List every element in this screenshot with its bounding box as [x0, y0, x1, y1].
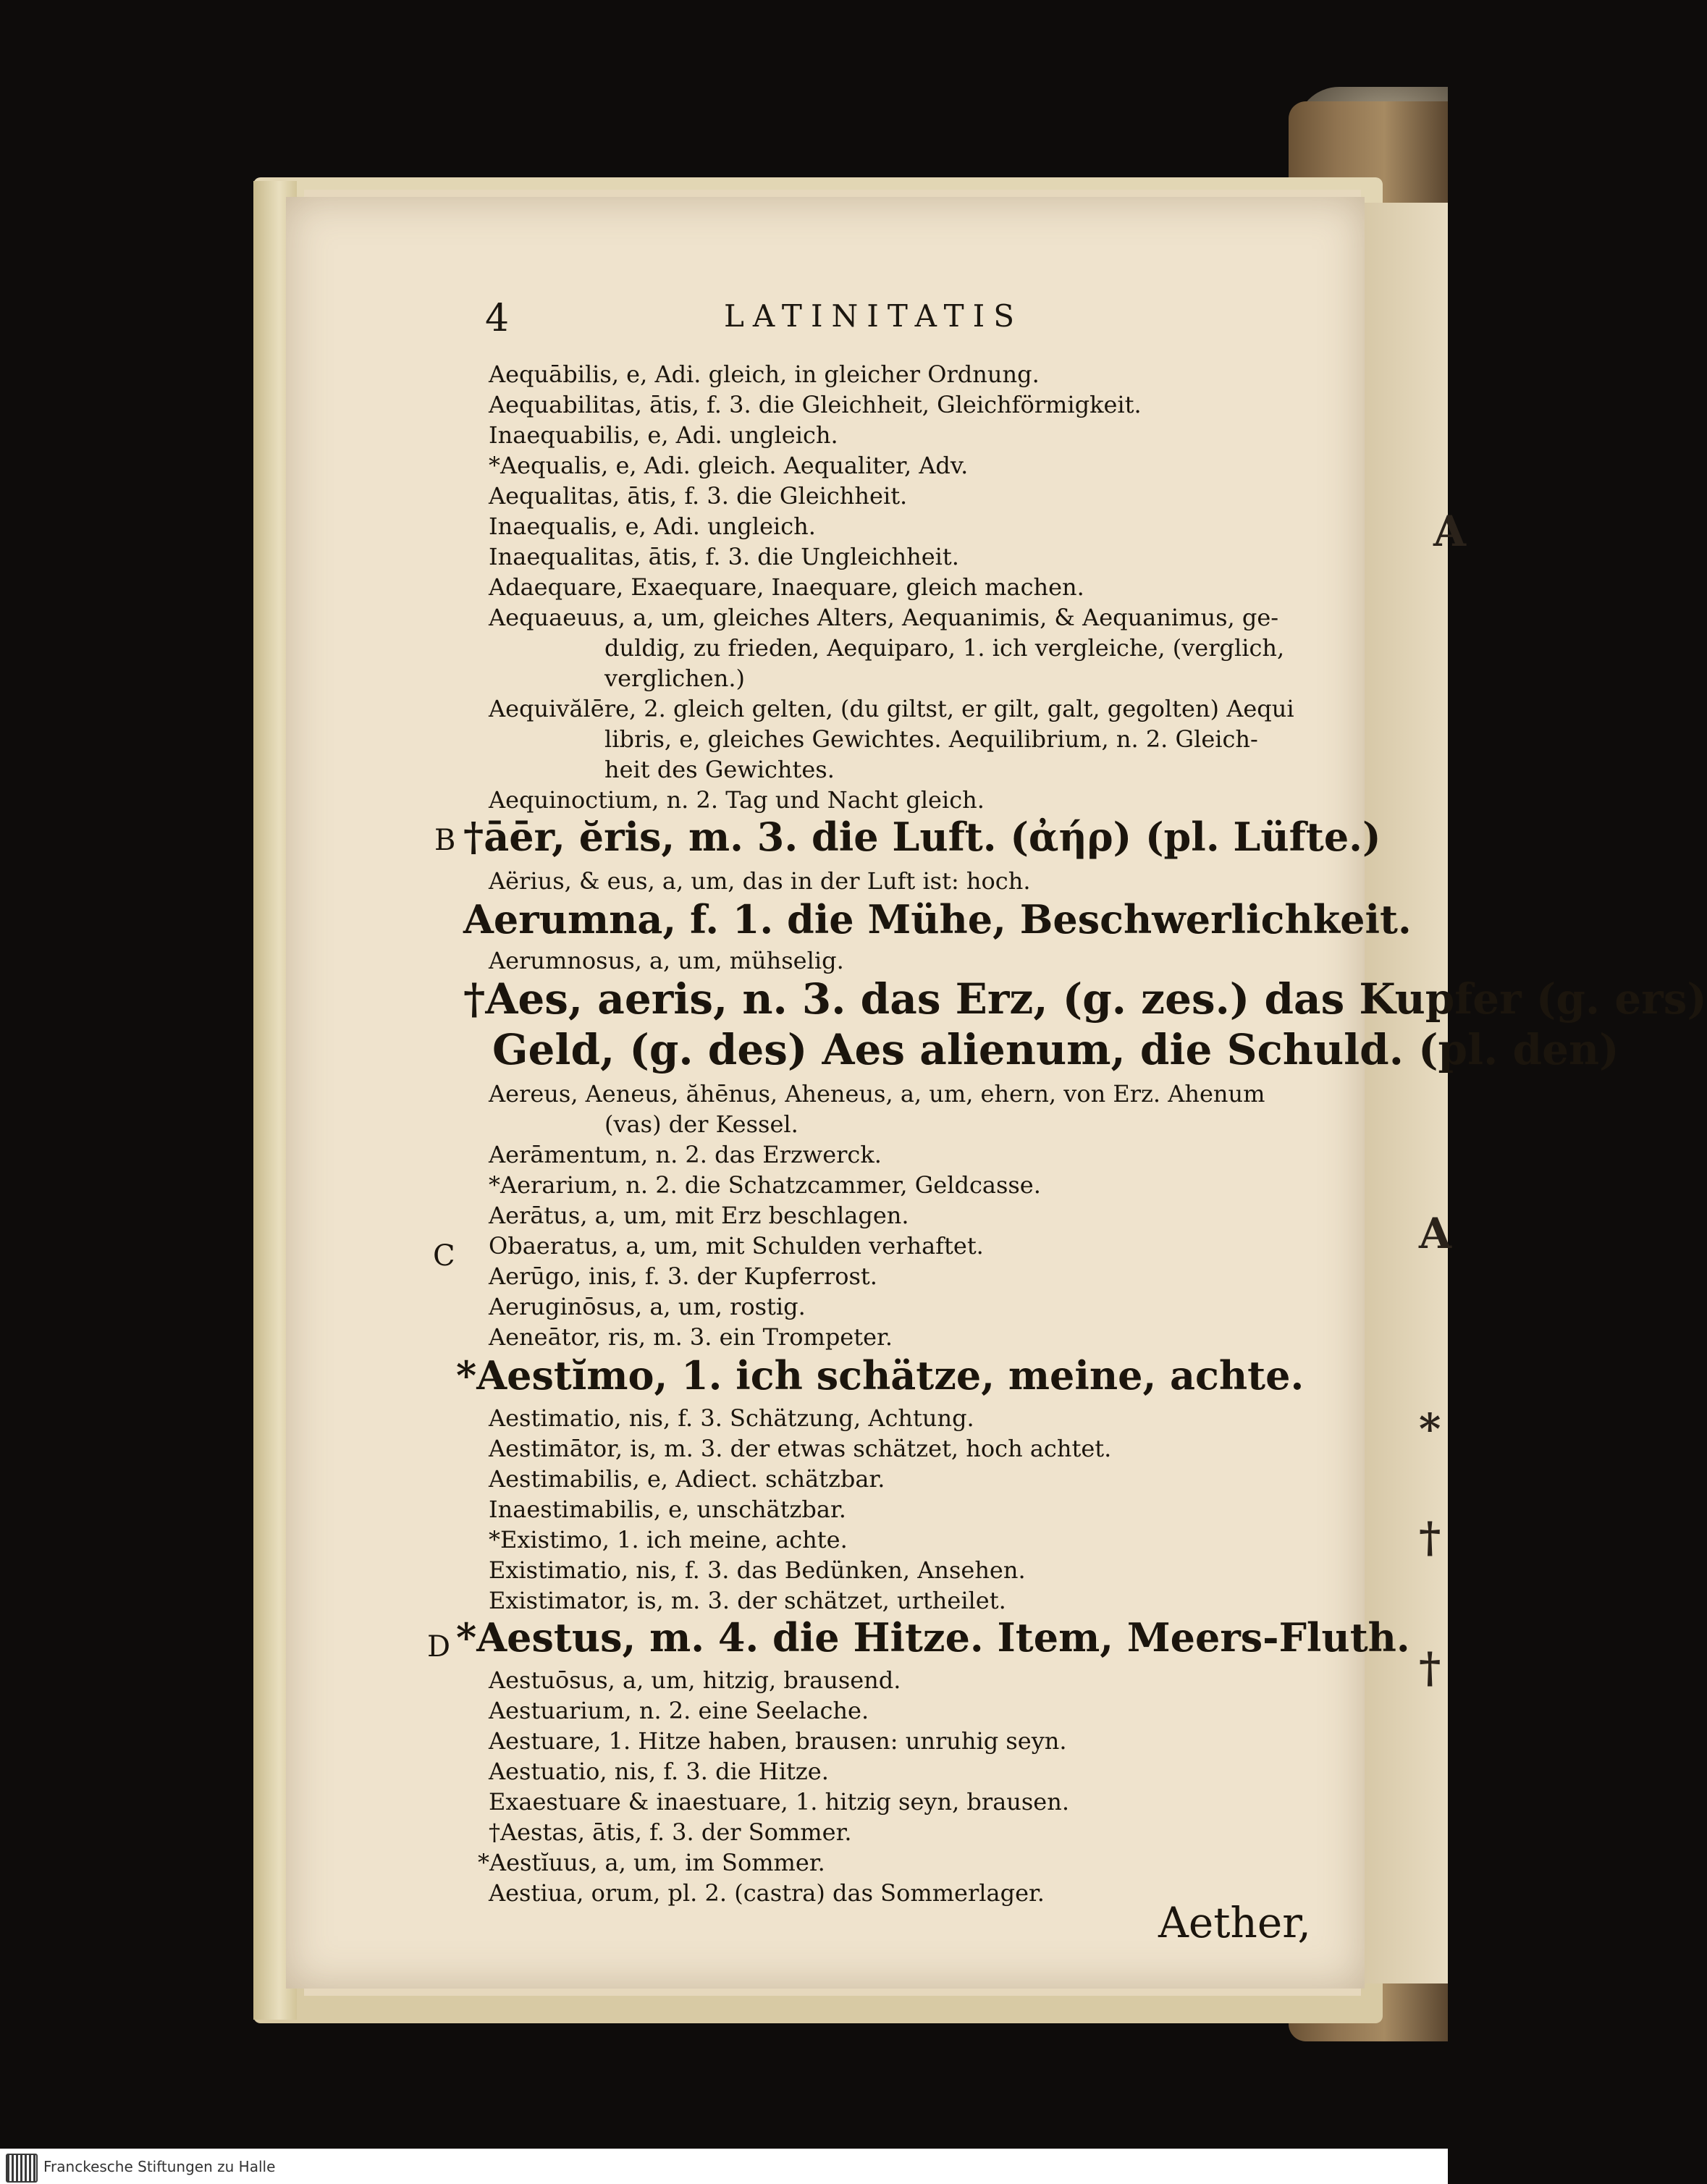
running-head: LATINITATIS	[724, 298, 1023, 334]
margin-letter: B	[434, 824, 456, 857]
entry-line: Inaequalitas, ātis, f. 3. die Ungleichheit.	[489, 543, 959, 570]
entry-line: Aërius, & eus, a, um, das in der Luft ist: hoch.	[489, 867, 1031, 895]
facing-page-fragment: †	[1419, 1643, 1441, 1692]
entry-line: Aequalitas, ātis, f. 3. die Gleichheit.	[489, 482, 908, 510]
entry-line: Aestuarium, n. 2. eine Seelache.	[489, 1697, 869, 1724]
entry-line: *Aerarium, n. 2. die Schatzcammer, Geldcasse.	[489, 1171, 1041, 1199]
facing-page-fragment: †	[1419, 1513, 1441, 1562]
margin-letter: C	[433, 1239, 455, 1273]
margin-letter: D	[427, 1630, 451, 1664]
entry-line: *Existimo, 1. ich meine, achte.	[489, 1526, 848, 1553]
entry-line: Aereus, Aeneus, ăhēnus, Aheneus, a, um, ehern, von Erz. Ahenum	[489, 1080, 1265, 1108]
headword-line: †āēr, ĕris, m. 3. die Luft. (ἀήρ) (pl. Lüfte.)	[463, 814, 1381, 860]
entry-line: libris, e, gleiches Gewichtes. Aequilibrium, n. 2. Gleich-	[604, 725, 1258, 753]
entry-line: †Aestas, ātis, f. 3. der Sommer.	[489, 1818, 852, 1846]
headword-line: *Aestus, m. 4. die Hitze. Item, Meers-Fluth.	[456, 1614, 1410, 1661]
entry-line: Aerumnosus, a, um, mühselig.	[489, 947, 844, 974]
entry-line: Aequabilitas, ātis, f. 3. die Gleichheit, Gleichförmigkeit.	[489, 391, 1142, 418]
entry-line: Obaeratus, a, um, mit Schulden verhaftet.	[489, 1232, 984, 1260]
entry-line: (vas) der Kessel.	[604, 1110, 798, 1138]
entry-line: Exaestuare & inaestuare, 1. hitzig seyn, brausen.	[489, 1788, 1070, 1816]
entry-line: Aestiua, orum, pl. 2. (castra) das Sommerlager.	[489, 1879, 1045, 1907]
facing-page-fragment: *	[1419, 1404, 1441, 1454]
entry-line: Aequaeuus, a, um, gleiches Alters, Aequanimis, & Aequanimus, ge-	[489, 604, 1279, 631]
entry-line: verglichen.)	[604, 665, 745, 692]
entry-line: Aeruginōsus, a, um, rostig.	[489, 1293, 806, 1320]
entry-line: Aestimātor, is, m. 3. der etwas schätzet, hoch achtet.	[489, 1435, 1112, 1462]
entry-line: Inaequabilis, e, Adi. ungleich.	[489, 421, 838, 449]
entry-line: Aestuare, 1. Hitze haben, brausen: unruhig seyn.	[489, 1727, 1067, 1755]
entry-line: *Aequalis, e, Adi. gleich. Aequaliter, Adv.	[489, 452, 969, 479]
headword-line: Geld, (g. des) Aes alienum, die Schuld. (pl. den)	[492, 1025, 1619, 1074]
catchword: Aether,	[1158, 1898, 1311, 1947]
entry-line: Aestuatio, nis, f. 3. die Hitze.	[489, 1758, 829, 1785]
headword-line: †Aes, aeris, n. 3. das Erz, (g. zes.) das Kupfer (g. ers)	[463, 974, 1707, 1024]
entry-line: *Aestĭuus, a, um, im Sommer.	[478, 1849, 825, 1876]
entry-line: Adaequare, Exaequare, Inaequare, gleich machen.	[489, 573, 1084, 601]
entry-line: Existimatio, nis, f. 3. das Bedünken, Ansehen.	[489, 1556, 1026, 1584]
entry-line: Aerātus, a, um, mit Erz beschlagen.	[489, 1202, 909, 1229]
entry-line: Aerāmentum, n. 2. das Erzwerck.	[489, 1141, 882, 1168]
headword-line: Aerumna, f. 1. die Mühe, Beschwerlichkeit.	[463, 896, 1412, 943]
footer-institution: Franckesche Stiftungen zu Halle	[43, 2158, 276, 2175]
page-number: 4	[485, 297, 510, 340]
facing-page-fragment: A	[1433, 507, 1467, 556]
footer-bar	[0, 2149, 1448, 2184]
entry-line: Aestimatio, nis, f. 3. Schätzung, Achtung.	[489, 1404, 974, 1432]
entry-line: Aequinoctium, n. 2. Tag und Nacht gleich.	[489, 786, 985, 814]
entry-line: Inaequalis, e, Adi. ungleich.	[489, 513, 816, 540]
facing-page-fragment: A	[1419, 1209, 1452, 1258]
entry-line: Aeneātor, ris, m. 3. ein Trompeter.	[489, 1323, 893, 1351]
entry-line: Aestuōsus, a, um, hitzig, brausend.	[489, 1666, 901, 1694]
entry-line: Aequivălēre, 2. gleich gelten, (du giltst, er gilt, galt, gegolten) Aequi	[489, 695, 1294, 722]
entry-line: heit des Gewichtes.	[604, 756, 835, 783]
entry-line: duldig, zu frieden, Aequiparo, 1. ich vergleiche, (verglich,	[604, 634, 1285, 662]
headword-line: *Aestĭmo, 1. ich schätze, meine, achte.	[456, 1352, 1305, 1399]
entry-line: Aestimabilis, e, Adiect. schätzbar.	[489, 1465, 885, 1493]
entry-line: Existimator, is, m. 3. der schätzet, urtheilet.	[489, 1587, 1006, 1614]
institution-logo-icon	[6, 2154, 38, 2183]
entry-line: Aerūgo, inis, f. 3. der Kupferrost.	[489, 1262, 877, 1290]
entry-line: Aequābilis, e, Adi. gleich, in gleicher Ordnung.	[489, 361, 1040, 388]
entry-line: Inaestimabilis, e, unschätzbar.	[489, 1496, 846, 1523]
